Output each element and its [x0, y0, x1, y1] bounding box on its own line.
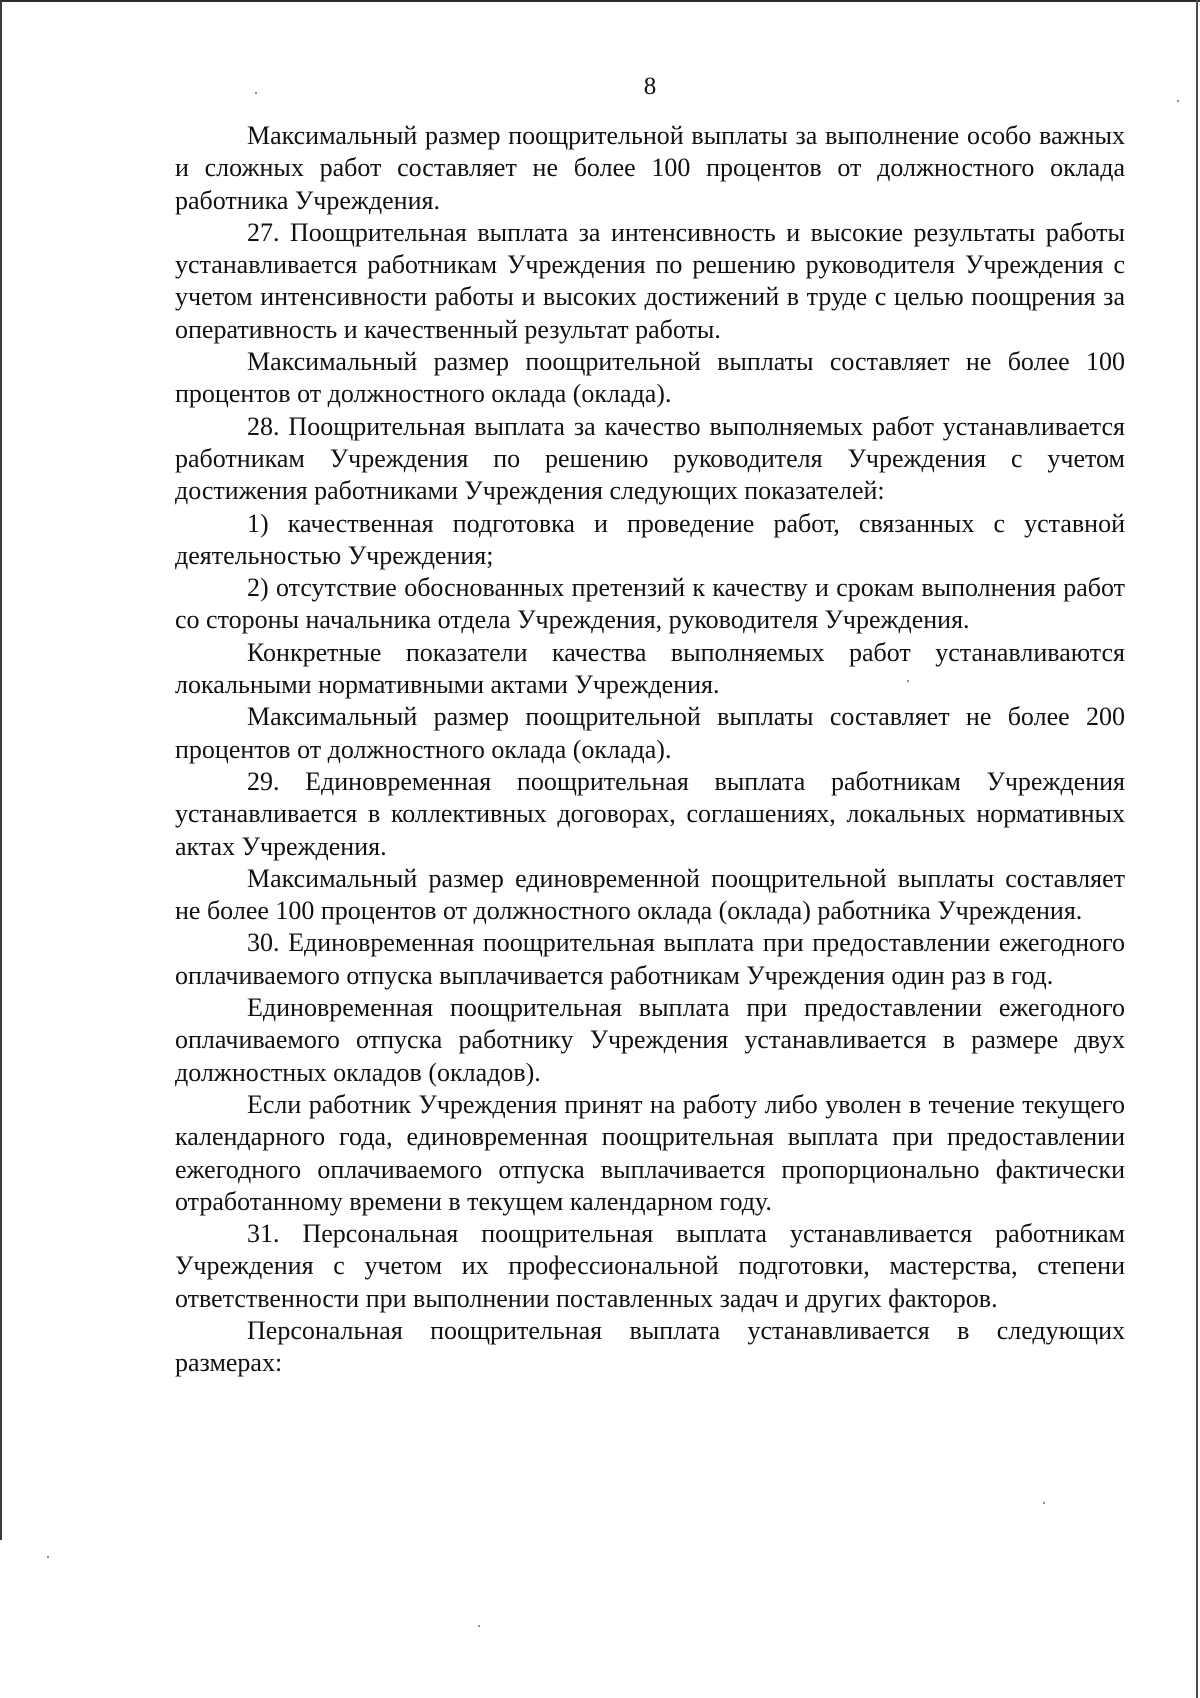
- scan-border-left: [0, 0, 2, 1540]
- paragraph: 2) отсутствие обоснованных претензий к качеству и срокам выполнения работ со стороны начальника отдела Учреждения, руководителя Учреждения.: [175, 573, 1125, 635]
- paragraph: Максимальный размер поощрительной выплаты составляет не более 100 процентов от должностного оклада (оклада).: [175, 347, 1125, 409]
- page-number: 8: [643, 73, 657, 100]
- paragraph: 1) качественная подготовка и проведение работ, связанных с уставной деятельностью Учреждения;: [175, 508, 1125, 570]
- paragraph: 28. Поощрительная выплата за качество выполняемых работ устанавливается работникам Учреждения по решению руководителя Учреждения с учетом достижения работниками Учреждения следующих показателей:: [175, 411, 1125, 506]
- document-body: [175, 120, 1125, 1380]
- paragraph: Максимальный размер поощрительной выплаты составляет не более 200 процентов от должностного оклада (оклада).: [175, 702, 1125, 764]
- scan-border-right: [1196, 0, 1198, 1698]
- scan-border-top: [0, 0, 1200, 2]
- scan-speck: [47, 1556, 49, 1558]
- paragraph: Персональная поощрительная выплата устанавливается в следующих размерах:: [175, 1315, 1125, 1378]
- paragraph: Если работник Учреждения принят на работу либо уволен в течение текущего календарного года, единовременная поощрительная выплата при предоставлении ежегодного оплачиваемого отпуска выплачивается пропорционально фактически отработанному времени в текущем календарном году.: [175, 1089, 1125, 1216]
- paragraph: Максимальный размер поощрительной выплаты за выполнение особо важных и сложных работ составляет не более 100 процентов от должностного оклада работника Учреждения.: [175, 121, 1125, 215]
- scan-speck: [1043, 1502, 1045, 1504]
- paragraph: Конкретные показатели качества выполняемых работ устанавливаются локальными нормативными актами Учреждения.: [175, 637, 1125, 700]
- paragraph: 27. Поощрительная выплата за интенсивность и высокие результаты работы устанавливается работникам Учреждения по решению руководителя Учреждения с учетом интенсивности работы и высоких достижений в труде с целью поощрения за оперативность и качественный результат работы.: [175, 217, 1125, 344]
- paragraph: 31. Персональная поощрительная выплата устанавливается работникам Учреждения с учетом их профессиональной подготовки, мастерства, степени ответственности при выполнении поставленных задач и других факторов.: [175, 1219, 1125, 1313]
- paragraph: 30. Единовременная поощрительная выплата при предоставлении ежегодного оплачиваемого отпуска выплачивается работникам Учреждения один раз в год.: [175, 928, 1125, 990]
- paragraph: Максимальный размер единовременной поощрительной выплаты составляет не более 100 процентов от должностного оклада (оклада) работника Учреждения.: [175, 863, 1125, 926]
- paragraph: 29. Единовременная поощрительная выплата работникам Учреждения устанавливается в коллективных договорах, соглашениях, локальных нормативных актах Учреждения.: [175, 766, 1125, 861]
- scan-speck: [478, 1625, 480, 1627]
- paragraph: Единовременная поощрительная выплата при предоставлении ежегодного оплачиваемого отпуска работнику Учреждения устанавливается в размере двух должностных окладов (окладов).: [175, 993, 1125, 1087]
